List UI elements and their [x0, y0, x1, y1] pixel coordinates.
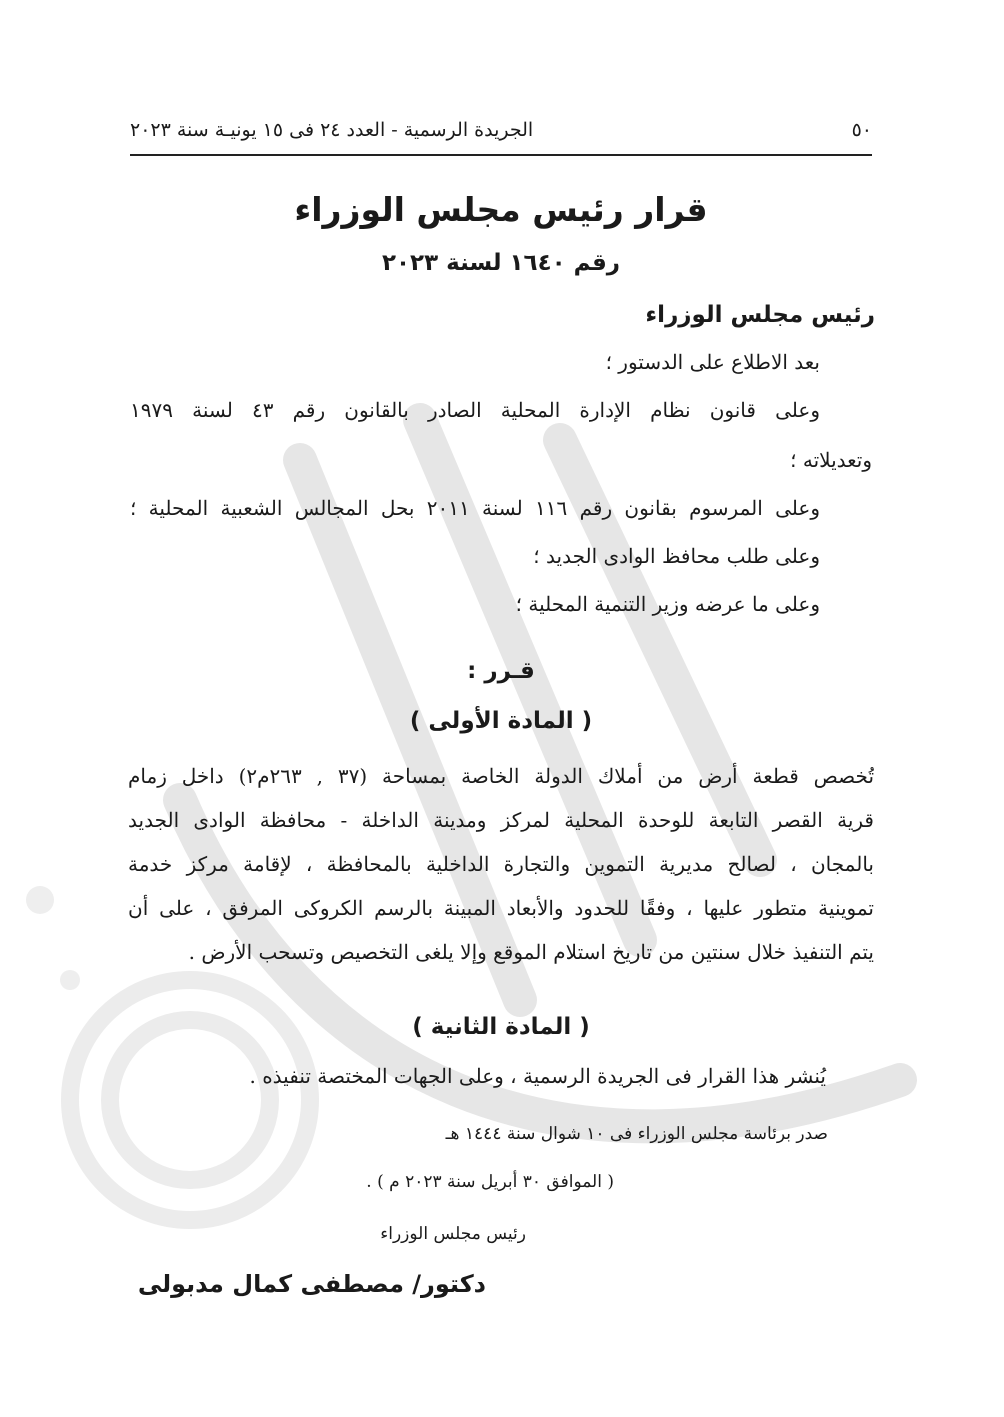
preamble-governor-request: وعلى طلب محافظ الوادى الجديد ؛ — [533, 544, 820, 568]
preamble-local-admin-law-cont: وتعديلاته ؛ — [790, 448, 872, 472]
signatory-name: دكتور/ مصطفى كمال مدبولى — [137, 1270, 486, 1298]
article-1-line: تموينية متطور عليها ، وفقًا للحدود والأبعاد المبينة بالرسم الكروكى المرفق ، على أن — [128, 896, 874, 920]
article-1-line: قرية القصر التابعة للوحدة المحلية لمركز ومدينة الداخلة - محافظة الوادى الجديد — [128, 808, 874, 832]
header-rule — [130, 154, 872, 156]
page-number: ٥٠ — [851, 119, 872, 141]
signatory-title: رئيس مجلس الوزراء — [380, 1224, 526, 1244]
article-1-line: بالمجان ، لصالح مديرية التموين والتجارة الداخلية بالمحافظة ، لإقامة مركز خدمة — [128, 852, 874, 876]
article-1-text — [128, 754, 874, 974]
issued-date-hijri: صدر برئاسة مجلس الوزراء فى ١٠ شوال سنة ١٤٤٤ هـ — [445, 1124, 828, 1144]
preamble-local-admin-law: وعلى قانون نظام الإدارة المحلية الصادر بالقانون رقم ٤٣ لسنة ١٩٧٩ — [130, 398, 820, 422]
gazette-issue-title: الجريدة الرسمية - العدد ٢٤ فى ١٥ يونيـة سنة ٢٠٢٣ — [130, 119, 534, 141]
article-1-line: تُخصص قطعة أرض من أملاك الدولة الخاصة بمساحة (٣٧ , ٢٦٣م٢) داخل زمام — [128, 764, 874, 788]
preamble-decree-law: وعلى المرسوم بقانون رقم ١١٦ لسنة ٢٠١١ بحل المجالس الشعبية المحلية ؛ — [130, 496, 820, 520]
article-1-heading: ( المادة الأولى ) — [409, 708, 593, 734]
running-head — [130, 112, 872, 148]
issued-date-gregorian: ( الموافق ٣٠ أبريل سنة ٢٠٢٣ م ) . — [366, 1172, 614, 1192]
decided-heading: قـرر : — [467, 658, 535, 684]
article-2-heading: ( المادة الثانية ) — [412, 1014, 590, 1040]
decree-number: رقم ١٦٤٠ لسنة ٢٠٢٣ — [381, 250, 621, 276]
article-1-line: يتم التنفيذ خلال سنتين من تاريخ استلام الموقع وإلا يلغى التخصيص وتسحب الأرض . — [188, 940, 874, 964]
issuer-heading: رئيس مجلس الوزراء — [645, 302, 875, 328]
article-2-text: يُنشر هذا القرار فى الجريدة الرسمية ، وعلى الجهات المختصة تنفيذه . — [249, 1064, 826, 1088]
decree-title: قرار رئيس مجلس الوزراء — [294, 190, 708, 229]
preamble — [130, 348, 872, 618]
preamble-minister-presentation: وعلى ما عرضه وزير التنمية المحلية ؛ — [515, 592, 820, 616]
preamble-constitution: بعد الاطلاع على الدستور ؛ — [605, 350, 820, 374]
